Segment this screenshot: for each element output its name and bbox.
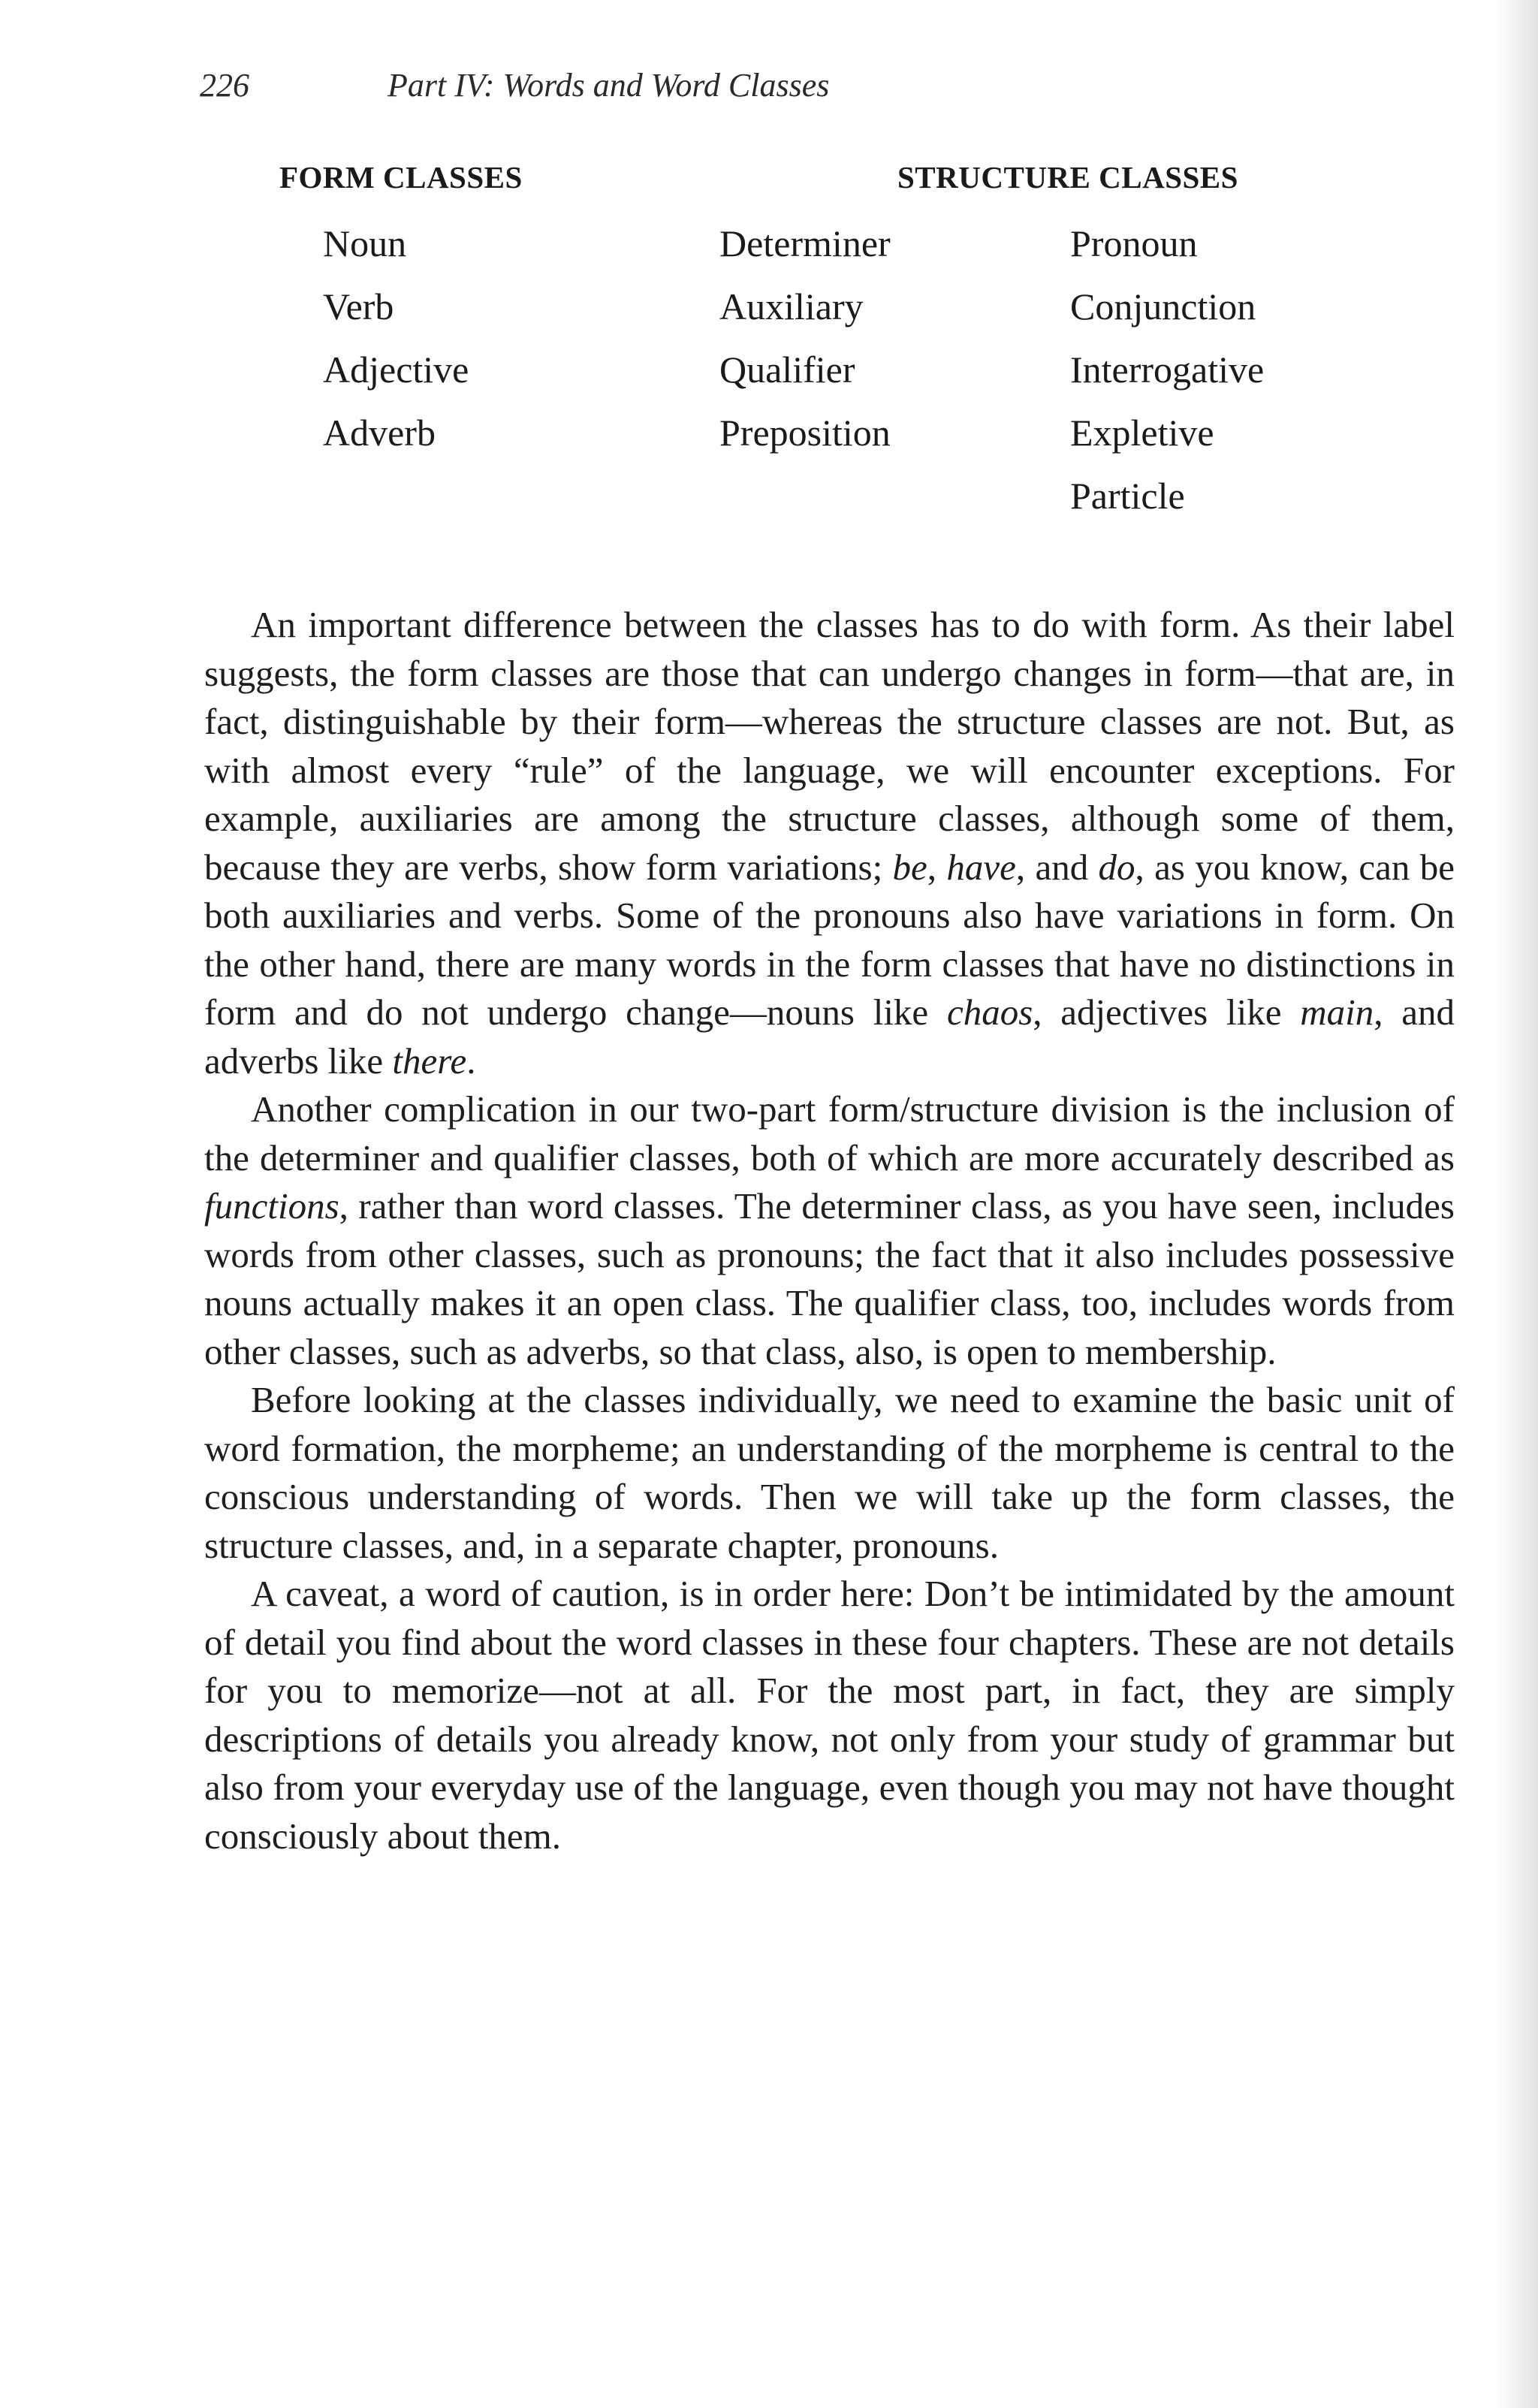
page-edge-shadow — [1493, 0, 1538, 2408]
running-head — [200, 66, 829, 104]
text-run: . — [466, 1040, 476, 1082]
structure-class-item: Auxiliary — [719, 285, 864, 327]
form-classes-list — [323, 212, 469, 464]
text-run: Before looking at the classes individually, we need to examine the basic unit of word formation, the morpheme; an understanding of the morpheme is central to the conscious understanding of words. Then we will take up the form classes, the structure classes, and, in a separate chapter, pronouns. — [204, 1379, 1455, 1566]
structure-classes-list-1 — [719, 212, 891, 464]
text-run: , as you know, can be both auxiliaries and verbs. Some of the pronouns also have variations in form. On the other hand, there are many words in the form classes that have no distinctions in form and do not undergo change—nouns like — [204, 846, 1455, 1033]
italic-term: main — [1300, 991, 1374, 1033]
form-class-item: Verb — [323, 285, 394, 327]
form-class-item: Noun — [323, 222, 407, 264]
page-number: 226 — [200, 67, 249, 104]
form-class-item: Adjective — [323, 349, 469, 391]
text-run: , — [927, 846, 947, 888]
text-run: , and — [1015, 846, 1099, 888]
text-run: , and adverbs like — [204, 991, 1455, 1082]
structure-class-item: Particle — [1070, 475, 1185, 517]
text-run: An important difference between the classes has to do with form. As their label suggests, the form classes are those that can undergo changes in form—that are, in fact, distinguishable by their form—whereas the structure classes are not. But, as with almost every “rule” of the language, we will encounter exceptions. For example, auxiliaries are among the structure classes, although some of them, because they are verbs, show form variations; — [204, 604, 1455, 888]
running-head-title: Part IV: Words and Word Classes — [388, 67, 830, 104]
italic-term: there — [392, 1040, 467, 1082]
body-paragraph — [204, 601, 1455, 1085]
italic-term: functions — [204, 1185, 339, 1227]
structure-classes-list-2 — [1070, 212, 1264, 527]
structure-class-item: Expletive — [1070, 412, 1214, 454]
body-paragraph — [204, 1570, 1455, 1860]
italic-term: do — [1098, 846, 1135, 888]
structure-class-item: Preposition — [719, 412, 891, 454]
structure-class-item: Conjunction — [1070, 285, 1256, 327]
text-run: , rather than word classes. The determiner class, as you have seen, includes words from other classes, such as pronouns; the fact that it also includes possessive nouns actually makes it an open class. The qualifier class, too, includes words from other classes, such as adverbs, so that class, also, is open to membership. — [204, 1185, 1455, 1372]
italic-term: have — [946, 846, 1016, 888]
structure-class-item: Pronoun — [1070, 222, 1198, 264]
body-paragraph — [204, 1376, 1455, 1570]
text-run: A caveat, a word of caution, is in order here: Don’t be intimidated by the amount of detail you find about the word classes in these four chapters. These are not details for you to memorize—not at all. For the most part, in fact, they are simply descriptions of details you already know, not only from your study of grammar but also from your everyday use of the language, even though you may not have thought consciously about them. — [204, 1573, 1455, 1857]
body-paragraph — [204, 1085, 1455, 1376]
italic-term: chaos — [946, 991, 1033, 1033]
form-class-item: Adverb — [323, 412, 436, 454]
text-run: Another complication in our two-part form/structure division is the inclusion of the determiner and qualifier classes, both of which are more accurately described as — [204, 1088, 1455, 1178]
structure-class-item: Qualifier — [719, 349, 855, 391]
structure-class-item: Determiner — [719, 222, 891, 264]
italic-term: be — [892, 846, 927, 888]
body-text — [204, 601, 1455, 1860]
structure-class-item: Interrogative — [1070, 349, 1265, 391]
text-run: , adjectives like — [1033, 991, 1301, 1033]
structure-classes-heading: STRUCTURE CLASSES — [897, 160, 1238, 195]
form-classes-heading: FORM CLASSES — [279, 160, 523, 195]
